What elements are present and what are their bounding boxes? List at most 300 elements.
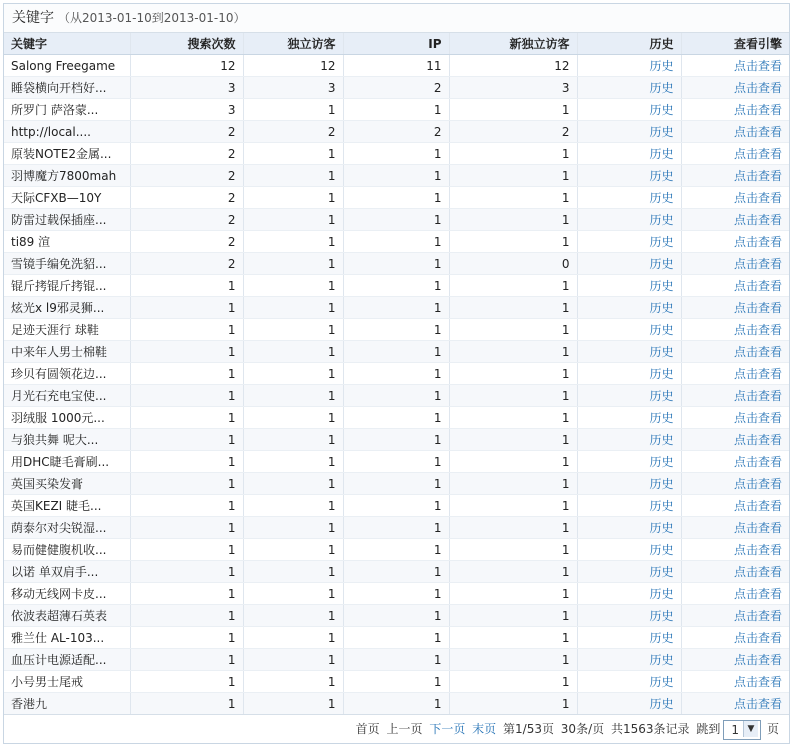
cell-new-visitors: 12 bbox=[449, 55, 577, 77]
cell-keyword: 荫泰尔对尖锐湿... bbox=[4, 517, 130, 539]
cell-ip: 2 bbox=[343, 77, 449, 99]
cell-keyword: 小号男士尾戒 bbox=[4, 671, 130, 693]
cell-engine bbox=[681, 561, 789, 583]
history-link[interactable]: 历史 bbox=[649, 543, 674, 557]
cell-engine bbox=[681, 517, 789, 539]
view-engine-link[interactable]: 点击查看 bbox=[733, 675, 782, 689]
pager-per-page: 30条/页 bbox=[560, 722, 605, 736]
cell-new-visitors: 1 bbox=[449, 231, 577, 253]
cell-keyword: 雪镜手编免洗貂... bbox=[4, 253, 130, 275]
cell-new-visitors: 1 bbox=[449, 451, 577, 473]
cell-ip: 1 bbox=[343, 649, 449, 671]
view-engine-link[interactable]: 点击查看 bbox=[733, 631, 782, 645]
cell-searches: 2 bbox=[130, 165, 243, 187]
cell-ip: 1 bbox=[343, 407, 449, 429]
history-link[interactable]: 历史 bbox=[649, 169, 674, 183]
cell-searches: 1 bbox=[130, 473, 243, 495]
cell-history bbox=[577, 539, 681, 561]
cell-history bbox=[577, 583, 681, 605]
keyword-table bbox=[4, 33, 789, 715]
view-engine-link[interactable]: 点击查看 bbox=[733, 81, 782, 95]
pager-total: 共1563条记录 bbox=[610, 722, 690, 736]
table-row bbox=[4, 341, 789, 363]
history-link[interactable]: 历史 bbox=[649, 301, 674, 315]
cell-searches: 1 bbox=[130, 341, 243, 363]
cell-engine bbox=[681, 319, 789, 341]
cell-searches: 1 bbox=[130, 363, 243, 385]
cell-searches: 1 bbox=[130, 275, 243, 297]
cell-ip: 1 bbox=[343, 517, 449, 539]
col-header-unique-visitors[interactable]: 独立访客 bbox=[243, 33, 343, 55]
table-row bbox=[4, 165, 789, 187]
view-engine-link[interactable]: 点击查看 bbox=[733, 367, 782, 381]
cell-keyword: 羽博魔方7800mah bbox=[4, 165, 130, 187]
col-header-searches[interactable]: 搜索次数 bbox=[130, 33, 243, 55]
col-header-engine: 查看引擎 bbox=[681, 33, 789, 55]
cell-engine bbox=[681, 363, 789, 385]
cell-history bbox=[577, 429, 681, 451]
cell-ip: 1 bbox=[343, 429, 449, 451]
cell-history bbox=[577, 165, 681, 187]
cell-searches: 1 bbox=[130, 451, 243, 473]
pager-first[interactable]: 首页 bbox=[355, 722, 380, 736]
table-row bbox=[4, 319, 789, 341]
history-link[interactable]: 历史 bbox=[649, 345, 674, 359]
cell-ip: 1 bbox=[343, 231, 449, 253]
cell-unique-visitors: 2 bbox=[243, 121, 343, 143]
cell-searches: 1 bbox=[130, 495, 243, 517]
cell-history bbox=[577, 55, 681, 77]
cell-unique-visitors: 1 bbox=[243, 319, 343, 341]
cell-history bbox=[577, 517, 681, 539]
table-row bbox=[4, 605, 789, 627]
cell-ip: 1 bbox=[343, 297, 449, 319]
history-link[interactable]: 历史 bbox=[649, 389, 674, 403]
history-link[interactable]: 历史 bbox=[649, 81, 674, 95]
view-engine-link[interactable]: 点击查看 bbox=[733, 521, 782, 535]
cell-history bbox=[577, 121, 681, 143]
cell-keyword: 英国KEZI 睫毛... bbox=[4, 495, 130, 517]
cell-searches: 1 bbox=[130, 429, 243, 451]
col-header-keyword[interactable]: 关键字 bbox=[4, 33, 130, 55]
cell-history bbox=[577, 275, 681, 297]
view-engine-link[interactable]: 点击查看 bbox=[733, 125, 782, 139]
cell-unique-visitors: 1 bbox=[243, 363, 343, 385]
col-header-new-visitors[interactable]: 新独立访客 bbox=[449, 33, 577, 55]
cell-keyword: 用DHC睫毛膏刷... bbox=[4, 451, 130, 473]
cell-history bbox=[577, 649, 681, 671]
cell-new-visitors: 1 bbox=[449, 583, 577, 605]
pager-jump-label: 跳到 bbox=[696, 722, 721, 736]
table-row bbox=[4, 363, 789, 385]
table-row bbox=[4, 407, 789, 429]
cell-engine bbox=[681, 429, 789, 451]
table-row bbox=[4, 143, 789, 165]
cell-ip: 1 bbox=[343, 385, 449, 407]
cell-unique-visitors: 1 bbox=[243, 627, 343, 649]
cell-history bbox=[577, 77, 681, 99]
cell-new-visitors: 1 bbox=[449, 539, 577, 561]
cell-keyword: 防雷过载保插座... bbox=[4, 209, 130, 231]
cell-keyword: 英国买染发膏 bbox=[4, 473, 130, 495]
cell-unique-visitors: 1 bbox=[243, 275, 343, 297]
cell-searches: 1 bbox=[130, 561, 243, 583]
cell-unique-visitors: 1 bbox=[243, 517, 343, 539]
table-row bbox=[4, 693, 789, 715]
cell-keyword: 易而健健腹机收... bbox=[4, 539, 130, 561]
cell-engine bbox=[681, 451, 789, 473]
cell-engine bbox=[681, 121, 789, 143]
cell-engine bbox=[681, 693, 789, 715]
view-engine-link[interactable]: 点击查看 bbox=[733, 411, 782, 425]
cell-unique-visitors: 1 bbox=[243, 473, 343, 495]
view-engine-link[interactable]: 点击查看 bbox=[733, 389, 782, 403]
cell-searches: 1 bbox=[130, 319, 243, 341]
table-row bbox=[4, 495, 789, 517]
table-row bbox=[4, 297, 789, 319]
history-link[interactable]: 历史 bbox=[649, 697, 674, 711]
cell-unique-visitors: 1 bbox=[243, 583, 343, 605]
view-engine-link[interactable]: 点击查看 bbox=[733, 235, 782, 249]
table-row bbox=[4, 451, 789, 473]
cell-searches: 1 bbox=[130, 693, 243, 715]
cell-keyword: 月光石充电宝使... bbox=[4, 385, 130, 407]
cell-keyword: Salong Freegame bbox=[4, 55, 130, 77]
cell-searches: 1 bbox=[130, 583, 243, 605]
cell-keyword: 炫光x l9邪灵狮... bbox=[4, 297, 130, 319]
history-link[interactable]: 历史 bbox=[649, 455, 674, 469]
cell-new-visitors: 1 bbox=[449, 561, 577, 583]
cell-new-visitors: 1 bbox=[449, 407, 577, 429]
cell-unique-visitors: 1 bbox=[243, 297, 343, 319]
cell-history bbox=[577, 605, 681, 627]
pager-last[interactable]: 末页 bbox=[472, 722, 497, 736]
view-engine-link[interactable]: 点击查看 bbox=[733, 257, 782, 271]
cell-ip: 1 bbox=[343, 319, 449, 341]
cell-new-visitors: 1 bbox=[449, 649, 577, 671]
cell-unique-visitors: 1 bbox=[243, 451, 343, 473]
table-row bbox=[4, 275, 789, 297]
history-link[interactable]: 历史 bbox=[649, 147, 674, 161]
cell-new-visitors: 1 bbox=[449, 363, 577, 385]
cell-ip: 1 bbox=[343, 363, 449, 385]
cell-keyword: 所罗门 萨洛蒙... bbox=[4, 99, 130, 121]
cell-unique-visitors: 1 bbox=[243, 187, 343, 209]
cell-history bbox=[577, 363, 681, 385]
cell-new-visitors: 1 bbox=[449, 671, 577, 693]
cell-searches: 2 bbox=[130, 231, 243, 253]
cell-keyword: http://local.... bbox=[4, 121, 130, 143]
history-link[interactable]: 历史 bbox=[649, 477, 674, 491]
cell-new-visitors: 1 bbox=[449, 187, 577, 209]
cell-keyword: 原装NOTE2金属... bbox=[4, 143, 130, 165]
page-select[interactable] bbox=[723, 720, 761, 740]
view-engine-link[interactable]: 点击查看 bbox=[733, 609, 782, 623]
cell-searches: 12 bbox=[130, 55, 243, 77]
cell-engine bbox=[681, 627, 789, 649]
history-link[interactable]: 历史 bbox=[649, 279, 674, 293]
cell-ip: 1 bbox=[343, 209, 449, 231]
cell-ip: 1 bbox=[343, 583, 449, 605]
cell-history bbox=[577, 627, 681, 649]
history-link[interactable]: 历史 bbox=[649, 125, 674, 139]
cell-unique-visitors: 1 bbox=[243, 165, 343, 187]
cell-history bbox=[577, 209, 681, 231]
table-row bbox=[4, 231, 789, 253]
view-engine-link[interactable]: 点击查看 bbox=[733, 477, 782, 491]
cell-new-visitors: 1 bbox=[449, 297, 577, 319]
cell-unique-visitors: 1 bbox=[243, 429, 343, 451]
cell-history bbox=[577, 231, 681, 253]
history-link[interactable]: 历史 bbox=[649, 191, 674, 205]
cell-searches: 2 bbox=[130, 121, 243, 143]
cell-unique-visitors: 3 bbox=[243, 77, 343, 99]
cell-keyword: 锟斤拷锟斤拷锟... bbox=[4, 275, 130, 297]
cell-new-visitors: 1 bbox=[449, 693, 577, 715]
cell-new-visitors: 1 bbox=[449, 473, 577, 495]
view-engine-link[interactable]: 点击查看 bbox=[733, 59, 782, 73]
cell-new-visitors: 3 bbox=[449, 77, 577, 99]
cell-unique-visitors: 1 bbox=[243, 143, 343, 165]
history-link[interactable]: 历史 bbox=[649, 631, 674, 645]
cell-history bbox=[577, 671, 681, 693]
pagination bbox=[4, 714, 789, 743]
table-row bbox=[4, 385, 789, 407]
cell-engine bbox=[681, 99, 789, 121]
cell-ip: 1 bbox=[343, 473, 449, 495]
cell-engine bbox=[681, 297, 789, 319]
cell-keyword: 天际CFXB—10Y bbox=[4, 187, 130, 209]
view-engine-link[interactable]: 点击查看 bbox=[733, 697, 782, 711]
cell-searches: 3 bbox=[130, 77, 243, 99]
cell-searches: 3 bbox=[130, 99, 243, 121]
cell-new-visitors: 1 bbox=[449, 275, 577, 297]
cell-engine bbox=[681, 407, 789, 429]
cell-ip: 11 bbox=[343, 55, 449, 77]
table-row bbox=[4, 253, 789, 275]
history-link[interactable]: 历史 bbox=[649, 213, 674, 227]
cell-engine bbox=[681, 55, 789, 77]
keyword-report-panel bbox=[3, 3, 790, 744]
chevron-down-icon[interactable]: ▼ bbox=[743, 721, 758, 737]
cell-new-visitors: 1 bbox=[449, 627, 577, 649]
cell-history bbox=[577, 253, 681, 275]
cell-new-visitors: 1 bbox=[449, 517, 577, 539]
pager-prev[interactable]: 上一页 bbox=[386, 722, 423, 736]
cell-history bbox=[577, 385, 681, 407]
view-engine-link[interactable]: 点击查看 bbox=[733, 279, 782, 293]
table-row bbox=[4, 671, 789, 693]
cell-history bbox=[577, 99, 681, 121]
cell-keyword: 血压计电源适配... bbox=[4, 649, 130, 671]
cell-searches: 1 bbox=[130, 517, 243, 539]
cell-ip: 1 bbox=[343, 187, 449, 209]
table-row bbox=[4, 539, 789, 561]
view-engine-link[interactable]: 点击查看 bbox=[733, 103, 782, 117]
cell-keyword: 以诺 单双肩手... bbox=[4, 561, 130, 583]
view-engine-link[interactable]: 点击查看 bbox=[733, 433, 782, 447]
view-engine-link[interactable]: 点击查看 bbox=[733, 169, 782, 183]
view-engine-link[interactable]: 点击查看 bbox=[733, 499, 782, 513]
cell-searches: 1 bbox=[130, 539, 243, 561]
cell-unique-visitors: 1 bbox=[243, 693, 343, 715]
pager-next[interactable]: 下一页 bbox=[429, 722, 466, 736]
view-engine-link[interactable]: 点击查看 bbox=[733, 213, 782, 227]
cell-engine bbox=[681, 539, 789, 561]
table-row bbox=[4, 429, 789, 451]
cell-ip: 1 bbox=[343, 341, 449, 363]
history-link[interactable]: 历史 bbox=[649, 433, 674, 447]
cell-new-visitors: 1 bbox=[449, 429, 577, 451]
cell-ip: 1 bbox=[343, 561, 449, 583]
cell-engine bbox=[681, 473, 789, 495]
table-row bbox=[4, 55, 789, 77]
cell-unique-visitors: 1 bbox=[243, 407, 343, 429]
cell-history bbox=[577, 693, 681, 715]
view-engine-link[interactable]: 点击查看 bbox=[733, 147, 782, 161]
cell-new-visitors: 1 bbox=[449, 605, 577, 627]
panel-title-bar bbox=[4, 4, 789, 33]
history-link[interactable]: 历史 bbox=[649, 257, 674, 271]
cell-history bbox=[577, 319, 681, 341]
cell-keyword: 雅兰仕 AL-103... bbox=[4, 627, 130, 649]
cell-unique-visitors: 1 bbox=[243, 649, 343, 671]
cell-engine bbox=[681, 341, 789, 363]
cell-new-visitors: 1 bbox=[449, 209, 577, 231]
cell-history bbox=[577, 451, 681, 473]
cell-new-visitors: 1 bbox=[449, 99, 577, 121]
cell-unique-visitors: 1 bbox=[243, 209, 343, 231]
table-row bbox=[4, 121, 789, 143]
history-link[interactable]: 历史 bbox=[649, 587, 674, 601]
cell-keyword: 香港九 bbox=[4, 693, 130, 715]
table-row bbox=[4, 99, 789, 121]
cell-history bbox=[577, 473, 681, 495]
cell-keyword: 移动无线网卡皮... bbox=[4, 583, 130, 605]
cell-engine bbox=[681, 165, 789, 187]
cell-engine bbox=[681, 231, 789, 253]
cell-engine bbox=[681, 671, 789, 693]
cell-ip: 2 bbox=[343, 121, 449, 143]
cell-searches: 1 bbox=[130, 407, 243, 429]
history-link[interactable]: 历史 bbox=[649, 103, 674, 117]
cell-keyword: 珍贝有圆领花边... bbox=[4, 363, 130, 385]
view-engine-link[interactable]: 点击查看 bbox=[733, 455, 782, 469]
history-link[interactable]: 历史 bbox=[649, 521, 674, 535]
history-link[interactable]: 历史 bbox=[649, 235, 674, 249]
table-row bbox=[4, 77, 789, 99]
history-link[interactable]: 历史 bbox=[649, 323, 674, 337]
cell-engine bbox=[681, 385, 789, 407]
cell-new-visitors: 1 bbox=[449, 319, 577, 341]
history-link[interactable]: 历史 bbox=[649, 367, 674, 381]
cell-searches: 2 bbox=[130, 253, 243, 275]
cell-ip: 1 bbox=[343, 253, 449, 275]
history-link[interactable]: 历史 bbox=[649, 609, 674, 623]
cell-keyword: 中来年人男士棉鞋 bbox=[4, 341, 130, 363]
cell-searches: 2 bbox=[130, 187, 243, 209]
cell-history bbox=[577, 561, 681, 583]
cell-ip: 1 bbox=[343, 275, 449, 297]
cell-keyword: 足迹天涯行 球鞋 bbox=[4, 319, 130, 341]
history-link[interactable]: 历史 bbox=[649, 499, 674, 513]
cell-ip: 1 bbox=[343, 605, 449, 627]
cell-ip: 1 bbox=[343, 495, 449, 517]
cell-unique-visitors: 1 bbox=[243, 539, 343, 561]
cell-keyword: 睡袋横向开档好... bbox=[4, 77, 130, 99]
cell-engine bbox=[681, 649, 789, 671]
cell-engine bbox=[681, 209, 789, 231]
view-engine-link[interactable]: 点击查看 bbox=[733, 565, 782, 579]
cell-ip: 1 bbox=[343, 99, 449, 121]
cell-engine bbox=[681, 187, 789, 209]
cell-unique-visitors: 1 bbox=[243, 231, 343, 253]
table-row bbox=[4, 209, 789, 231]
cell-new-visitors: 2 bbox=[449, 121, 577, 143]
cell-searches: 1 bbox=[130, 671, 243, 693]
view-engine-link[interactable]: 点击查看 bbox=[733, 191, 782, 205]
view-engine-link[interactable]: 点击查看 bbox=[733, 653, 782, 667]
cell-unique-visitors: 1 bbox=[243, 341, 343, 363]
cell-engine bbox=[681, 495, 789, 517]
cell-new-visitors: 1 bbox=[449, 385, 577, 407]
date-range: （从2013-01-10到2013-01-10） bbox=[58, 11, 246, 25]
panel-title: 关键字 bbox=[12, 10, 54, 26]
cell-new-visitors: 1 bbox=[449, 495, 577, 517]
history-link[interactable]: 历史 bbox=[649, 411, 674, 425]
view-engine-link[interactable]: 点击查看 bbox=[733, 301, 782, 315]
table-row bbox=[4, 583, 789, 605]
view-engine-link[interactable]: 点击查看 bbox=[733, 587, 782, 601]
cell-ip: 1 bbox=[343, 165, 449, 187]
cell-engine bbox=[681, 275, 789, 297]
cell-keyword: 依波表超薄石英表 bbox=[4, 605, 130, 627]
history-link[interactable]: 历史 bbox=[649, 59, 674, 73]
view-engine-link[interactable]: 点击查看 bbox=[733, 345, 782, 359]
cell-new-visitors: 1 bbox=[449, 165, 577, 187]
view-engine-link[interactable]: 点击查看 bbox=[733, 323, 782, 337]
cell-unique-visitors: 1 bbox=[243, 253, 343, 275]
cell-engine bbox=[681, 77, 789, 99]
table-row bbox=[4, 473, 789, 495]
cell-unique-visitors: 1 bbox=[243, 385, 343, 407]
cell-new-visitors: 0 bbox=[449, 253, 577, 275]
cell-keyword: 羽绒服 1000元... bbox=[4, 407, 130, 429]
view-engine-link[interactable]: 点击查看 bbox=[733, 543, 782, 557]
history-link[interactable]: 历史 bbox=[649, 653, 674, 667]
history-link[interactable]: 历史 bbox=[649, 565, 674, 579]
cell-engine bbox=[681, 253, 789, 275]
cell-searches: 2 bbox=[130, 209, 243, 231]
cell-ip: 1 bbox=[343, 627, 449, 649]
cell-searches: 2 bbox=[130, 143, 243, 165]
cell-ip: 1 bbox=[343, 539, 449, 561]
cell-ip: 1 bbox=[343, 451, 449, 473]
cell-history bbox=[577, 407, 681, 429]
cell-unique-visitors: 1 bbox=[243, 495, 343, 517]
cell-history bbox=[577, 187, 681, 209]
cell-engine bbox=[681, 143, 789, 165]
page-select-value: 1 bbox=[731, 722, 739, 737]
col-header-ip[interactable]: IP bbox=[343, 33, 449, 55]
cell-history bbox=[577, 143, 681, 165]
cell-unique-visitors: 1 bbox=[243, 605, 343, 627]
table-row bbox=[4, 649, 789, 671]
history-link[interactable]: 历史 bbox=[649, 675, 674, 689]
cell-unique-visitors: 1 bbox=[243, 99, 343, 121]
cell-ip: 1 bbox=[343, 671, 449, 693]
cell-keyword: ti89 渲 bbox=[4, 231, 130, 253]
